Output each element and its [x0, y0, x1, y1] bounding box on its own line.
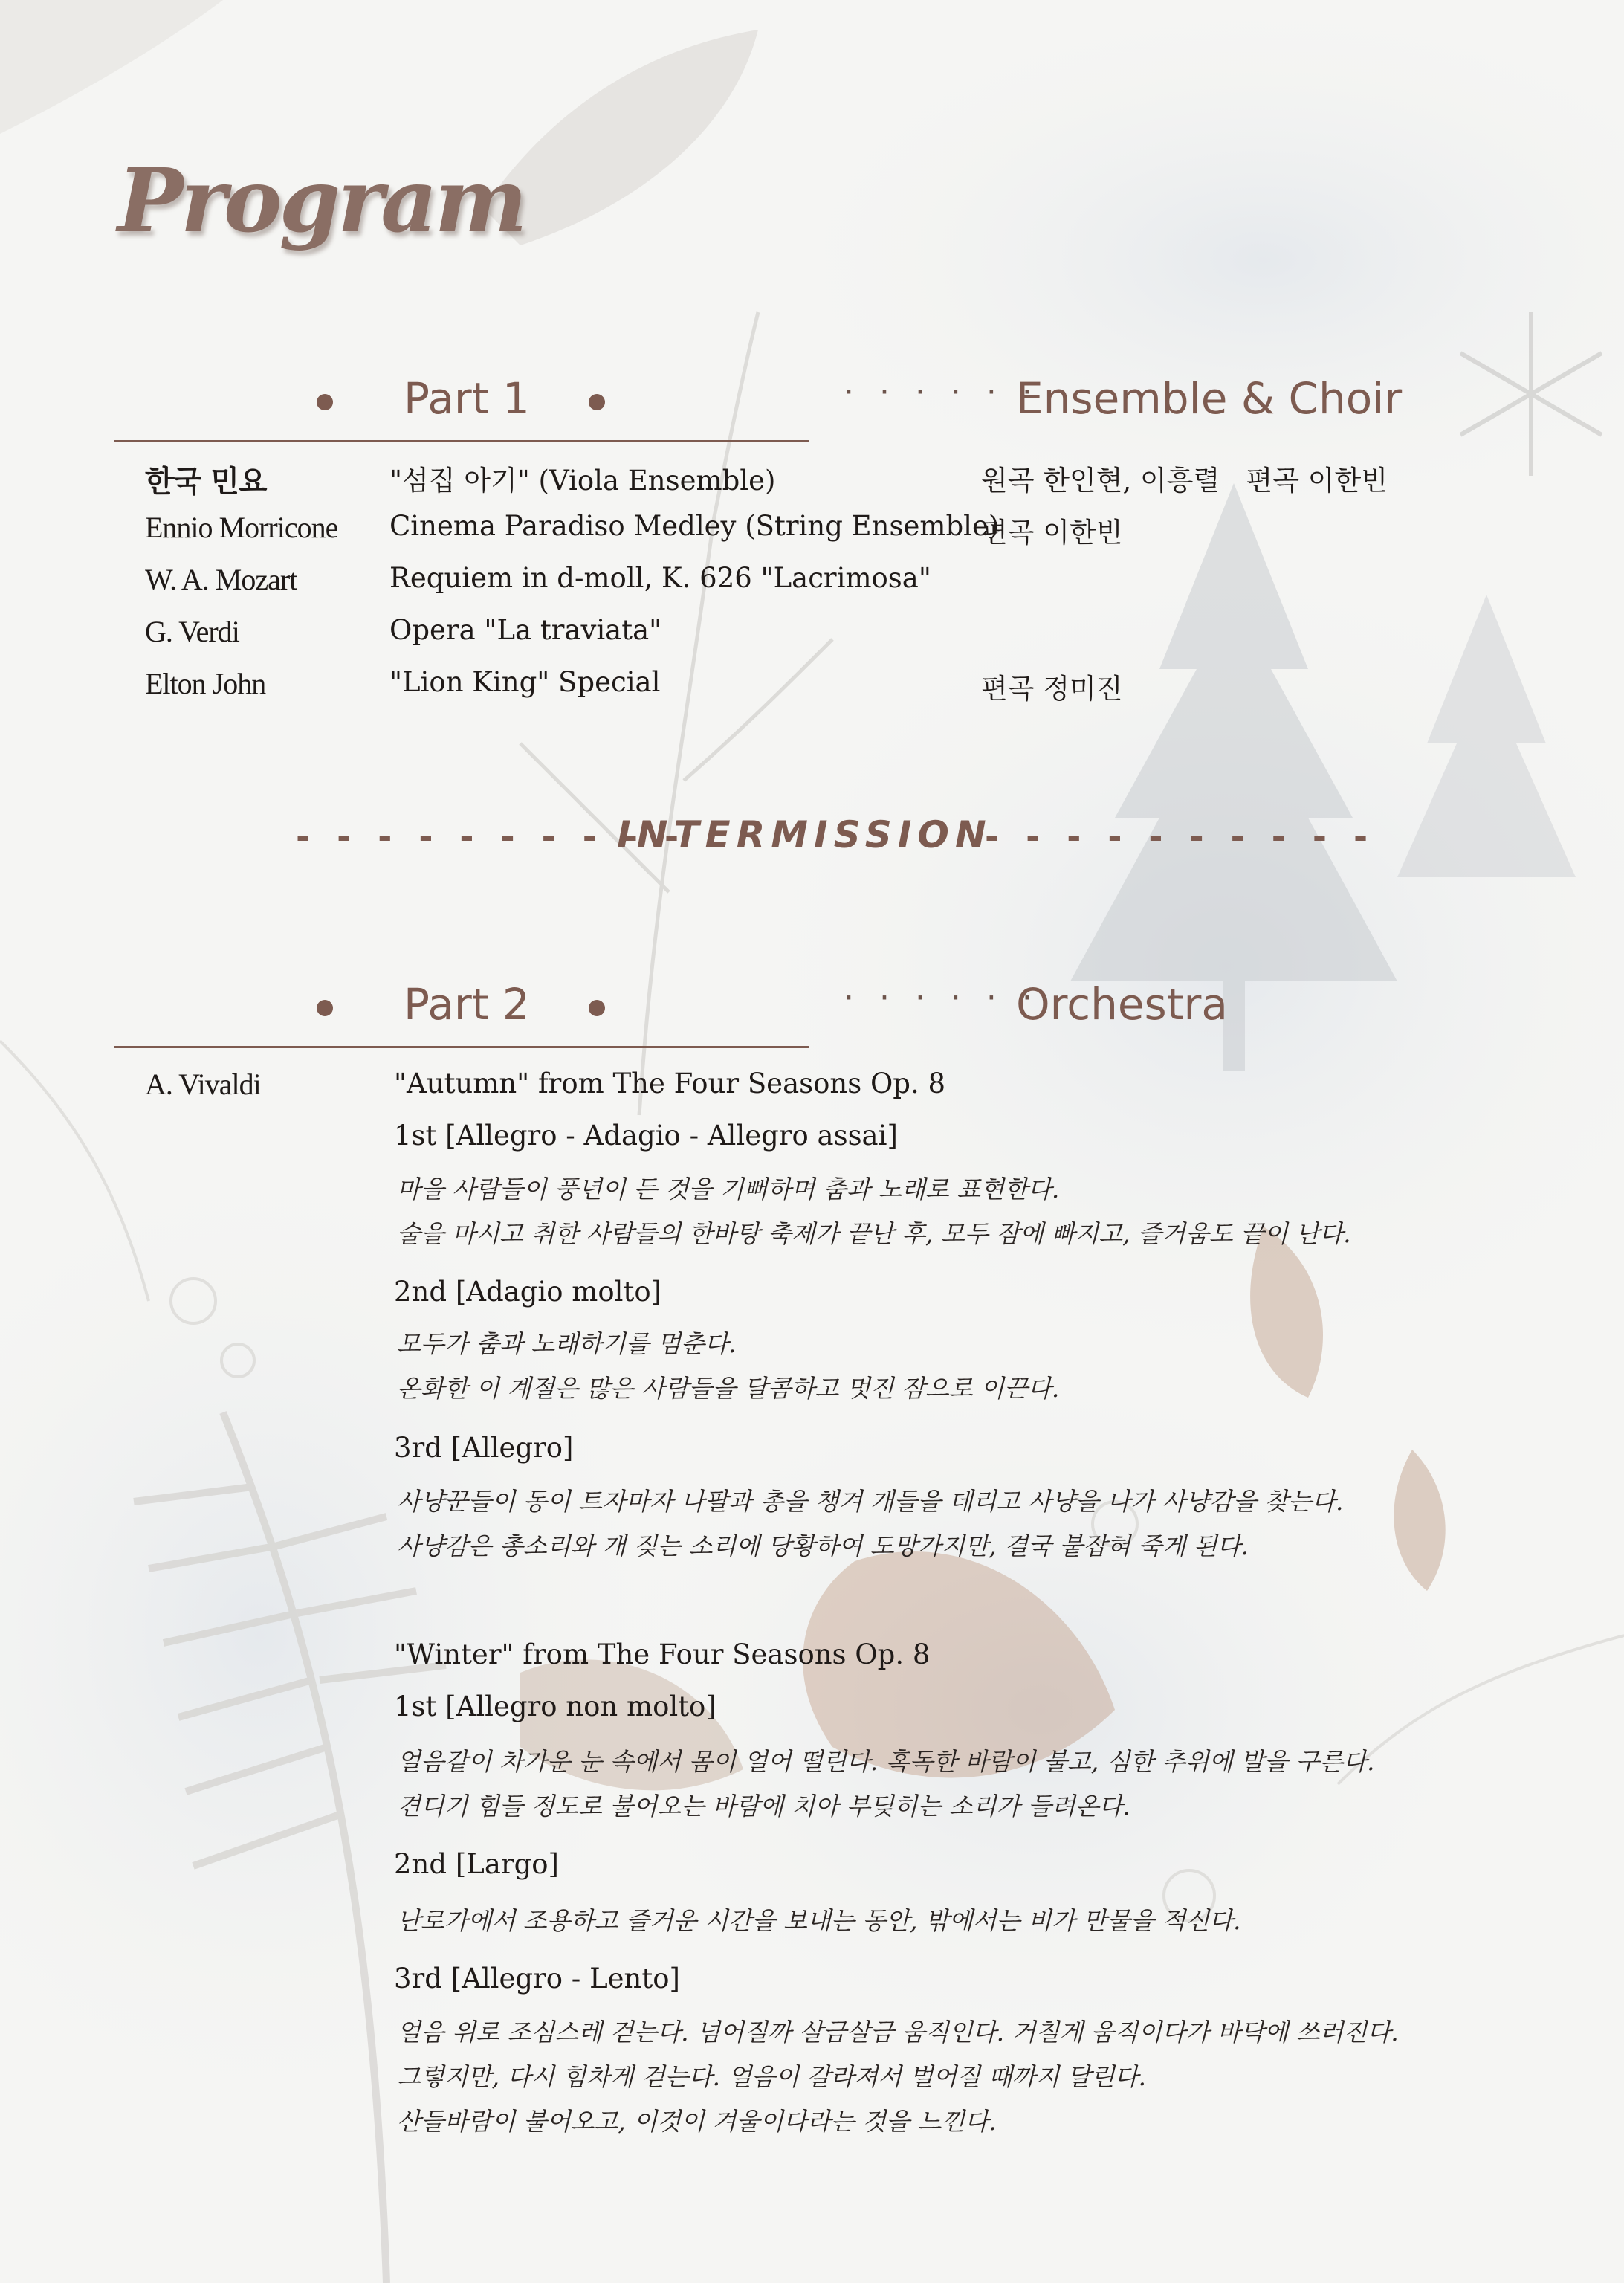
work-title: "Autumn" from The Four Seasons Op. 8: [394, 1068, 946, 1099]
bullet-icon: [589, 1000, 605, 1016]
composer: G. Verdi: [145, 615, 239, 648]
movement-description: 마을 사람들이 풍년이 든 것을 기뻐하며 춤과 노래로 표현한다.: [397, 1175, 1060, 1204]
movement-description: 술을 마시고 취한 사람들의 한바탕 축제가 끝난 후, 모두 잠에 빠지고, 즐거움도 끝이 난다.: [397, 1219, 1351, 1248]
part-2-section: Orchestra: [1016, 979, 1228, 1030]
program-row: [0, 666, 1624, 714]
bullet-icon: [589, 394, 605, 410]
credit: 원곡 한인현, 이흥렬 편곡 이한빈: [981, 465, 1388, 497]
program-row: [0, 614, 1624, 662]
intermission-label: INTERMISSION: [617, 813, 992, 856]
page-title: Program: [117, 149, 525, 252]
program-row: [0, 562, 1624, 610]
work-title: "Winter" from The Four Seasons Op. 8: [394, 1638, 931, 1670]
part-1-header: [0, 363, 1624, 445]
composer: 한국 민요: [145, 465, 267, 499]
movement-title: 1st [Allegro - Adagio - Allegro assai]: [394, 1120, 898, 1152]
bullet-icon: [317, 1000, 333, 1016]
composer: Elton John: [145, 667, 266, 700]
part-2-label: Part 2: [404, 979, 530, 1030]
composer: W. A. Mozart: [145, 563, 297, 596]
movement-title: 1st [Allegro non molto]: [394, 1691, 716, 1722]
program-row: [0, 510, 1624, 558]
movement-description: 온화한 이 계절은 많은 사람들을 달콤하고 멋진 잠으로 이끈다.: [397, 1374, 1060, 1403]
divider: [114, 1046, 809, 1048]
divider: [114, 440, 809, 442]
movement-title: 2nd [Adagio molto]: [394, 1276, 662, 1308]
dot-leader: · · · · · ·: [844, 373, 1040, 411]
composer: A. Vivaldi: [145, 1068, 261, 1101]
movement-description: 산들바람이 불어오고, 이것이 겨울이다라는 것을 느낀다.: [397, 2107, 997, 2136]
work-title: Cinema Paradiso Medley (String Ensemble): [389, 510, 1000, 542]
part-1-section: Ensemble & Choir: [1016, 373, 1403, 424]
movement-title: 2nd [Largo]: [394, 1848, 559, 1880]
movement-description: 난로가에서 조용하고 즐거운 시간을 보내는 동안, 밖에서는 비가 만물을 적신다.: [397, 1906, 1241, 1935]
dash-left: - - - - - - - - - -: [296, 816, 687, 856]
movement-title: 3rd [Allegro]: [394, 1432, 574, 1464]
movement-description: 얼음 위로 조심스레 걷는다. 넘어질까 살금살금 움직인다. 거칠게 움직이다가 바닥에 쓰러진다.: [397, 2018, 1399, 2047]
work-title: Requiem in d-moll, K. 626 "Lacrimosa": [389, 562, 931, 594]
work-title: Opera "La traviata": [389, 614, 662, 646]
movement-description: 얼음같이 차가운 눈 속에서 몸이 얼어 떨린다. 혹독한 바람이 불고, 심한 추위에 발을 구른다.: [397, 1747, 1375, 1776]
credit: 편곡 이한빈: [981, 517, 1123, 549]
part-1-label: Part 1: [404, 373, 530, 424]
composer: Ennio Morricone: [145, 511, 338, 544]
work-title: "섬집 아기" (Viola Ensemble): [389, 465, 776, 497]
dot-leader: · · · · · ·: [844, 979, 1040, 1017]
dash-right: - - - - - - - - - -: [985, 816, 1376, 856]
movement-title: 3rd [Allegro - Lento]: [394, 1963, 680, 1995]
bullet-icon: [317, 394, 333, 410]
intermission-banner: [0, 810, 1624, 870]
movement-description: 사냥꾼들이 동이 트자마자 나팔과 총을 챙겨 개들을 데리고 사냥을 나가 사냥감을 찾는다.: [397, 1487, 1344, 1516]
part-2-header: [0, 969, 1624, 1050]
work-title: "Lion King" Special: [389, 666, 661, 698]
movement-description: 그렇지만, 다시 힘차게 걷는다. 얼음이 갈라져서 벌어질 때까지 달린다.: [397, 2062, 1146, 2091]
movement-description: 사냥감은 총소리와 개 짖는 소리에 당황하여 도망가지만, 결국 붙잡혀 죽게 된다.: [397, 1531, 1249, 1560]
movement-description: 모두가 춤과 노래하기를 멈춘다.: [397, 1329, 737, 1358]
program-row: [0, 458, 1624, 506]
movement-description: 견디기 힘들 정도로 불어오는 바람에 치아 부딪히는 소리가 들려온다.: [397, 1792, 1130, 1821]
credit: 편곡 정미진: [981, 673, 1123, 705]
